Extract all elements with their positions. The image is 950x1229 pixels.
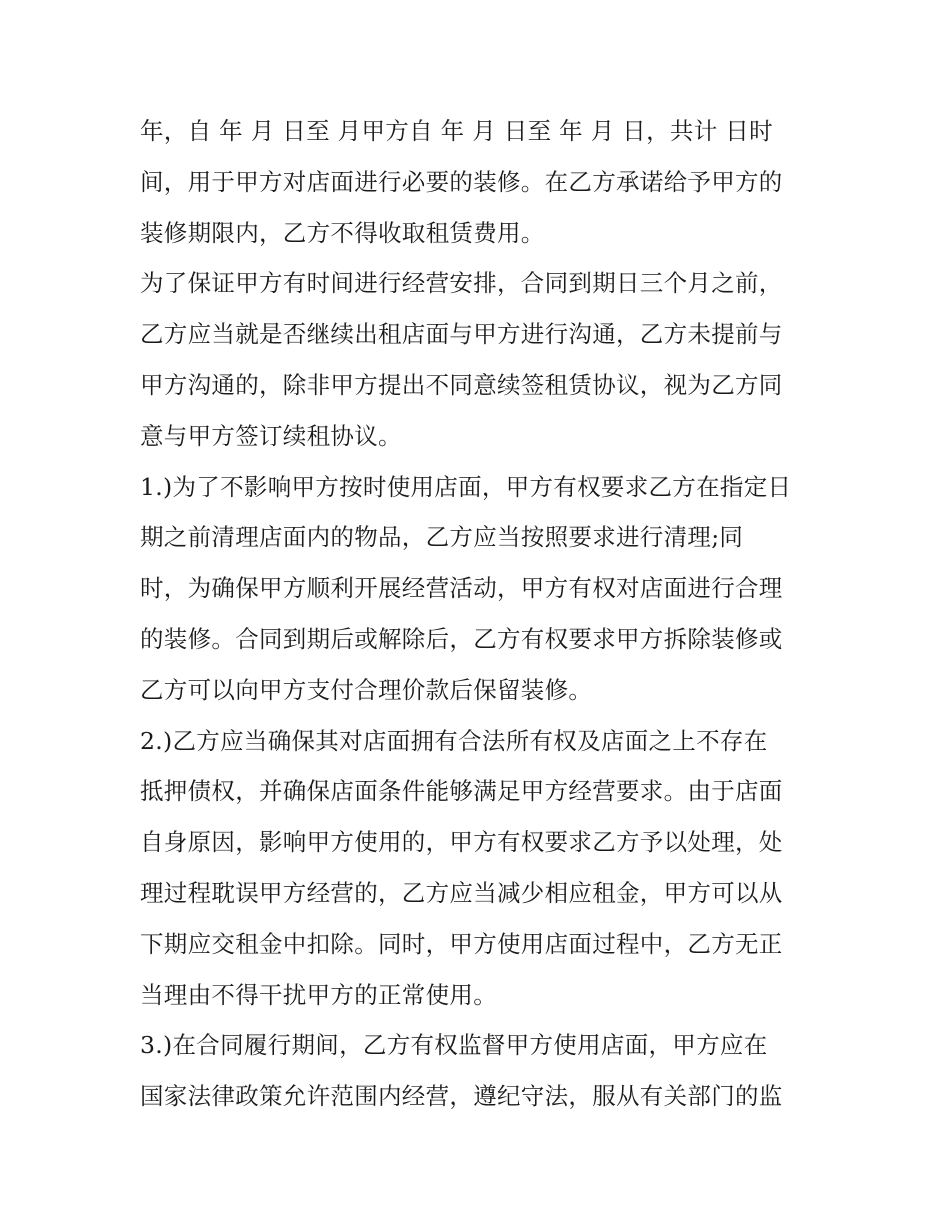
text-line-8: 1.)为了不影响甲方按时使用店面，甲方有权要求乙方在指定日 xyxy=(140,472,792,501)
text-line-16: 理过程耽误甲方经营的，乙方应当减少相应租金，甲方可以从 xyxy=(140,878,783,907)
text-line-5: 乙方应当就是否继续出租店面与甲方进行沟通，乙方未提前与 xyxy=(140,320,783,349)
contract-text xyxy=(140,106,820,1122)
text-line-18: 当理由不得干扰甲方的正常使用。 xyxy=(140,980,497,1009)
text-line-19: 3.)在合同履行期间，乙方有权监督甲方使用店面，甲方应在 xyxy=(140,1031,768,1060)
text-line-1: 年，自 年 月 日至 月甲方自 年 月 日至 年 月 日，共计 日时 xyxy=(140,117,773,145)
text-line-9: 期之前清理店面内的物品，乙方应当按照要求进行清理;同 xyxy=(140,523,744,552)
text-line-6: 甲方沟通的，除非甲方提出不同意续签租赁协议，视为乙方同 xyxy=(140,370,783,399)
text-line-14: 抵押债权，并确保店面条件能够满足甲方经营要求。由于店面 xyxy=(140,777,783,806)
text-line-2: 间，用于甲方对店面进行必要的装修。在乙方承诺给予甲方的 xyxy=(140,167,783,196)
text-line-13: 2.)乙方应当确保其对店面拥有合法所有权及店面之上不存在 xyxy=(140,726,768,755)
text-line-4: 为了保证甲方有时间进行经营安排，合同到期日三个月之前， xyxy=(140,269,783,298)
text-line-15: 自身原因，影响甲方使用的，甲方有权要求乙方予以处理，处 xyxy=(140,828,783,857)
text-line-7: 意与甲方签订续租协议。 xyxy=(140,421,402,450)
text-line-17: 下期应交租金中扣除。同时，甲方使用店面过程中，乙方无正 xyxy=(140,929,783,958)
text-line-10: 时，为确保甲方顺利开展经营活动，甲方有权对店面进行合理 xyxy=(140,574,783,603)
text-line-3: 装修期限内，乙方不得收取租赁费用。 xyxy=(140,218,545,247)
text-line-12: 乙方可以向甲方支付合理价款后保留装修。 xyxy=(140,675,593,704)
text-line-11: 的装修。合同到期后或解除后，乙方有权要求甲方拆除装修或 xyxy=(140,624,783,653)
text-line-20: 国家法律政策允许范围内经营，遵纪守法，服从有关部门的监 xyxy=(140,1082,783,1111)
